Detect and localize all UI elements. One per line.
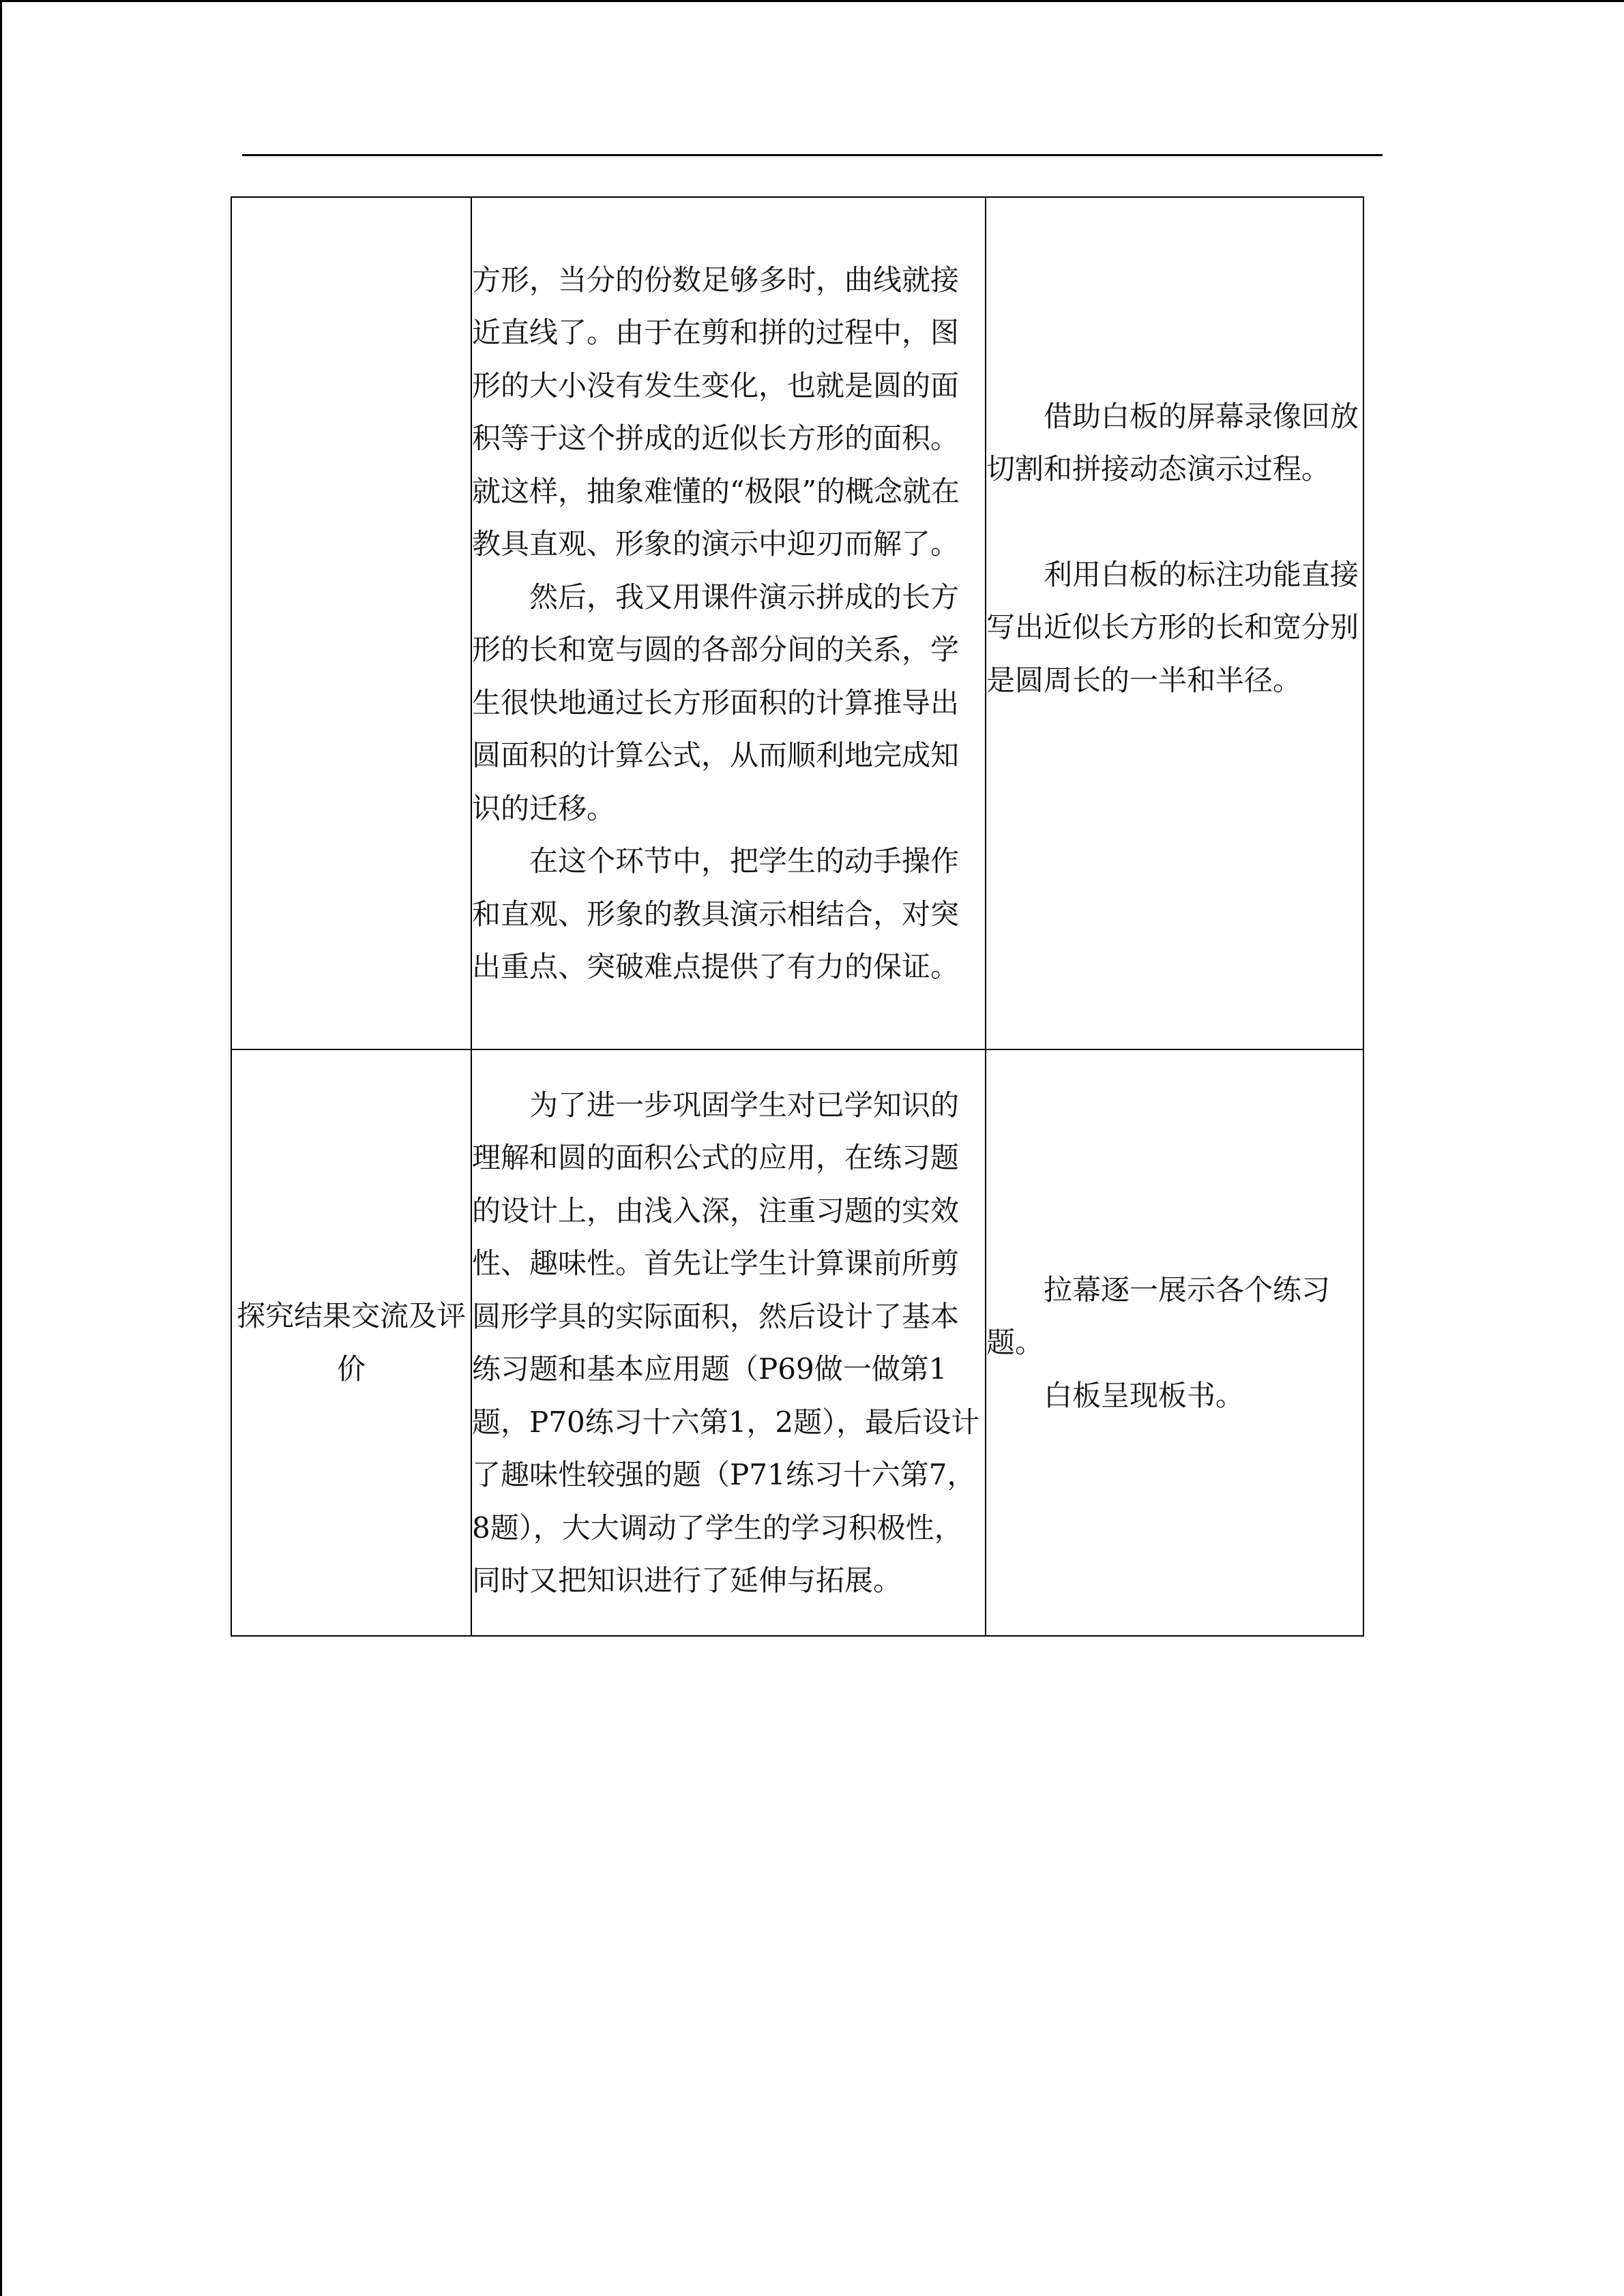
aside-note: 拉幕逐一展示各个练习题。 xyxy=(986,1272,1331,1360)
page-border-left xyxy=(0,0,2,2296)
paragraph: 方形，当分的份数足够多时，曲线就接近直线了。由于在剪和拼的过程中，图形的大小没有发生变化，也就是圆的面积等于这个拼成的近似长方形的面积。就这样，抽象难懂的“极限”的概念就在教具直观、形象的演示中迎刃而解了。 xyxy=(472,263,960,561)
stage-cell: 探究结果交流及评价 xyxy=(231,1049,471,1636)
paragraph: 在这个环节中，把学生的动手操作和直观、形象的教具演示相结合，对突出重点、突破难点提供了有力的保证。 xyxy=(472,844,960,983)
paragraph: 然后，我又用课件演示拼成的长方形的长和宽与圆的各部分间的关系，学生很快地通过长方形面积的计算推导出圆面积的计算公式，从而顺利地完成知识的迁移。 xyxy=(472,580,960,825)
paragraph: 为了进一步巩固学生对已学知识的理解和圆的面积公式的应用，在练习题的设计上，由浅入深，注重习题的实效性、趣味性。首先让学生计算课前所剪圆形学具的实际面积，然后设计了基本练习题和基本应用题（P69做一做第1题，P70练习十六第1，2题），最后设计了趣味性较强的题（P71练习十六第7，8题），大大调动了学生的学习积极性，同时又把知识进行了延伸与拓展。 xyxy=(472,1088,980,1597)
aside-note: 白板呈现板书。 xyxy=(1044,1378,1245,1412)
stage-cell xyxy=(231,197,471,1049)
aside-note: 利用白板的标注功能直接写出近似长方形的长和宽分别是圆周长的一半和半径。 xyxy=(986,557,1359,697)
table-row xyxy=(231,1049,1363,1636)
header-rule xyxy=(242,154,1383,156)
aside-note: 借助白板的屏幕录像回放切割和拼接动态演示过程。 xyxy=(986,399,1359,486)
content-cell xyxy=(471,1049,986,1636)
aside-cell xyxy=(986,197,1363,1049)
content-cell xyxy=(471,197,986,1049)
lesson-plan-table xyxy=(231,196,1364,1637)
page-border-top xyxy=(0,0,1624,2)
table-row xyxy=(231,197,1363,1049)
aside-cell xyxy=(986,1049,1363,1636)
